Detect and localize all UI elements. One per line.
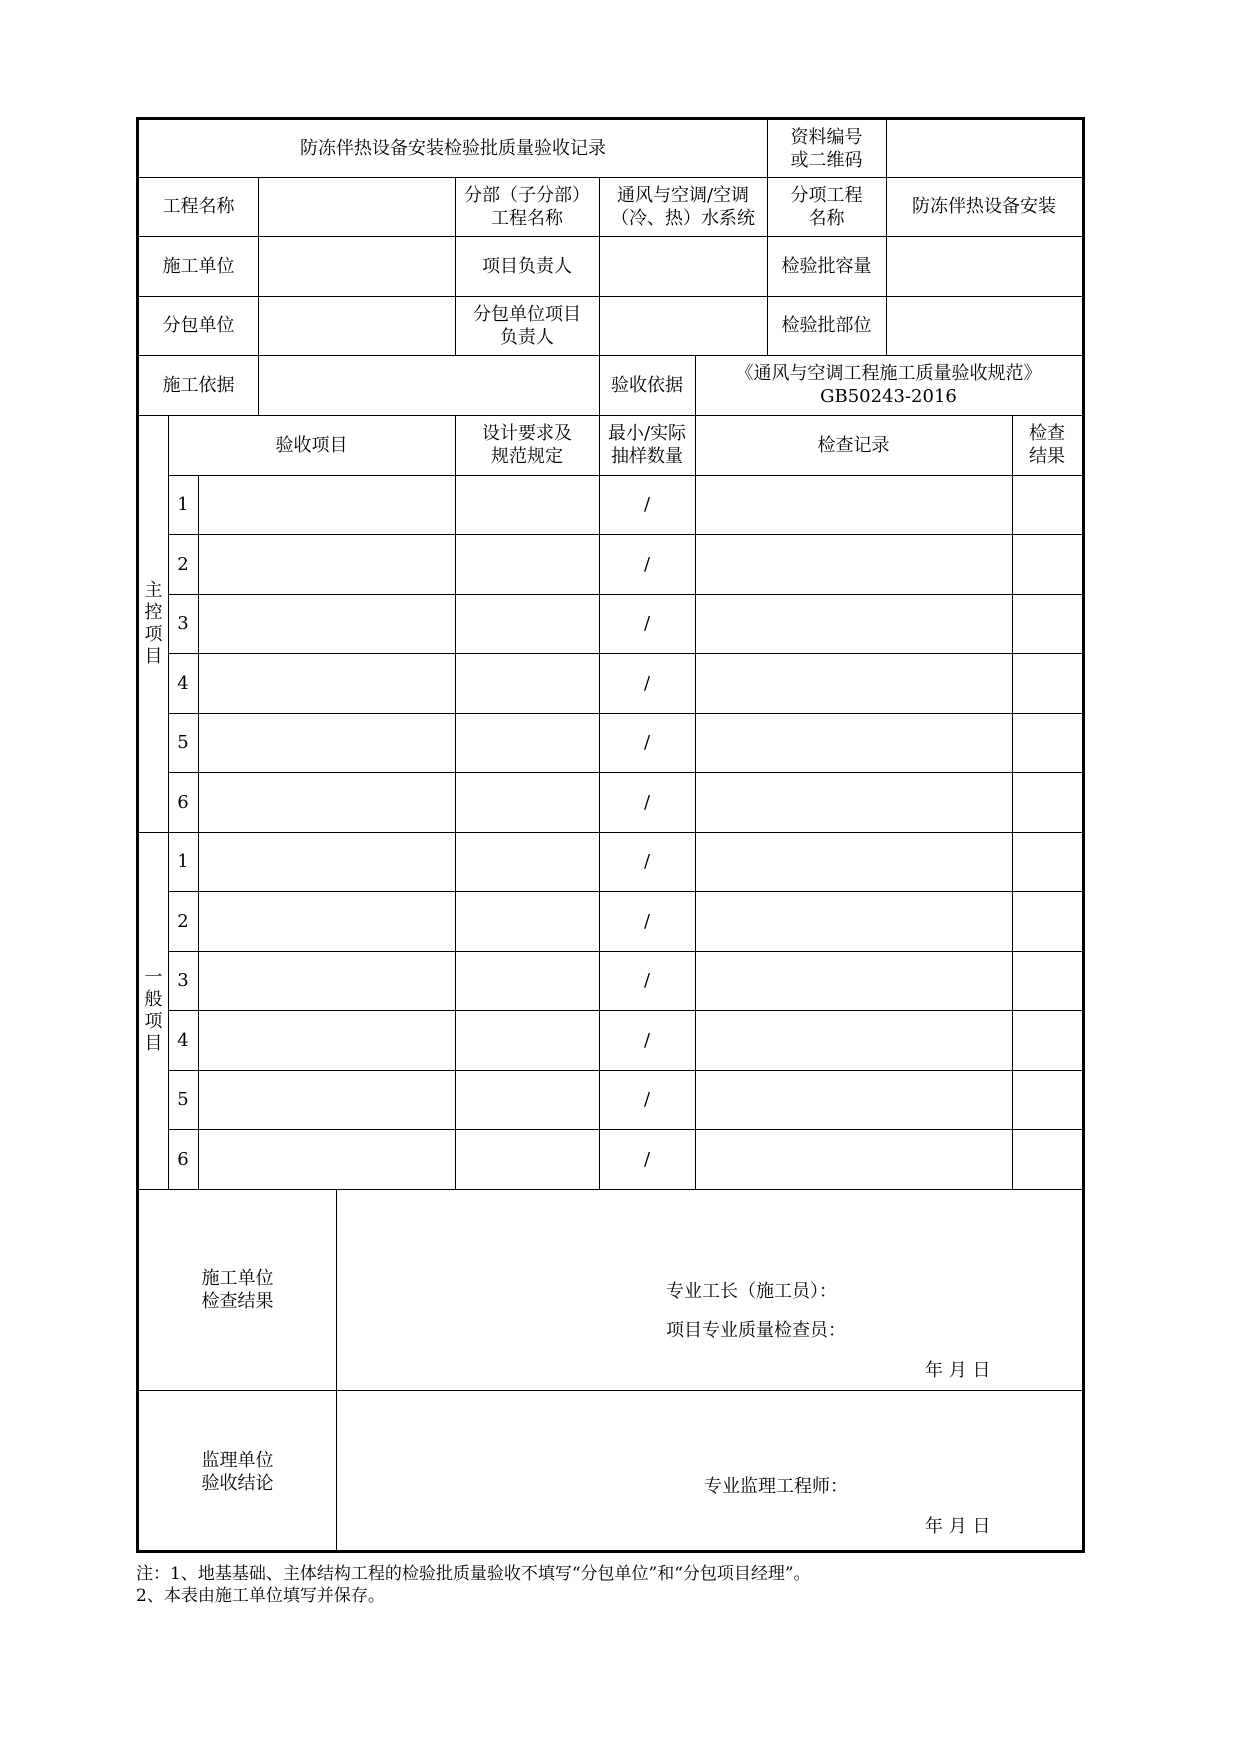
construction-basis-field[interactable]	[258, 355, 599, 415]
general-item-sample[interactable]: /	[643, 910, 651, 932]
doc-number-label: 资料编号 或二维码	[790, 126, 863, 171]
footnote: 注：1、地基基础、主体结构工程的检验批质量验收不填写“分包单位”和“分包项目经理”。	[136, 1564, 811, 1584]
main-item-sample[interactable]: /	[643, 613, 651, 634]
batch-capacity-field[interactable]	[886, 236, 1082, 296]
contractor-label: 施工单位	[162, 255, 235, 277]
doc-number-field[interactable]	[886, 120, 1082, 177]
subcontractor-label: 分包单位	[162, 315, 235, 336]
column-header-item: 验收项目	[275, 434, 348, 456]
category-char: 目	[144, 1032, 163, 1054]
batch-location-label: 检验批部位	[781, 315, 872, 336]
general-item-number: 6	[177, 1148, 189, 1170]
grid-line	[198, 475, 199, 1189]
category-char: 目	[144, 645, 163, 667]
grid-line	[1012, 415, 1013, 1189]
main-item-number: 6	[177, 791, 189, 813]
acceptance-basis-field[interactable]: 《通风与空调工程施工质量验收规范》 GB50243-2016	[735, 363, 1042, 407]
general-item-sample[interactable]: /	[643, 851, 651, 872]
footnote: 2、本表由施工单位填写并保存。	[136, 1586, 385, 1606]
contractor-date: 年 月 日	[925, 1360, 991, 1381]
column-header-result: 检查 结果	[1029, 423, 1065, 467]
general-item-number: 5	[177, 1089, 189, 1110]
contractor-check-label: 施工单位 检查结果	[201, 1267, 274, 1312]
column-header-record: 检查记录	[817, 434, 890, 456]
general-item-number: 1	[177, 851, 189, 872]
grid-line	[695, 415, 696, 1189]
batch-capacity-label: 检验批容量	[781, 255, 872, 277]
form-title: 防冻伴热设备安装检验批质量验收记录	[300, 138, 606, 159]
supervisor-date: 年 月 日	[925, 1516, 991, 1537]
column-header-design: 设计要求及 规范规定	[482, 423, 572, 467]
main-item-sample[interactable]: /	[643, 791, 651, 813]
subitem-label: 分项工程 名称	[790, 184, 863, 229]
category-char: 控	[144, 601, 163, 623]
category-char: 项	[144, 623, 163, 645]
main-item-number: 2	[177, 553, 189, 575]
project-manager-field[interactable]	[599, 236, 767, 296]
main-item-sample[interactable]: /	[643, 494, 651, 515]
general-item-sample[interactable]: /	[643, 1029, 651, 1051]
supervising-engineer-signature-label: 专业监理工程师：	[704, 1476, 848, 1497]
general-item-number: 4	[177, 1029, 189, 1051]
main-item-sample[interactable]: /	[643, 553, 651, 575]
acceptance-record-form	[136, 117, 1085, 1553]
category-char: 项	[144, 1010, 163, 1032]
foreman-signature-label: 专业工长（施工员）：	[666, 1281, 837, 1302]
sub-manager-label: 分包单位项目 负责人	[473, 303, 581, 348]
subcontractor-field[interactable]	[258, 296, 455, 355]
column-header-sample: 最小/实际 抽样数量	[607, 423, 687, 467]
acceptance-basis-label: 验收依据	[611, 374, 683, 396]
subdivision-field[interactable]: 通风与空调/空调 （冷、热）水系统	[611, 184, 755, 229]
quality-inspector-signature-label: 项目专业质量检查员：	[666, 1320, 846, 1341]
contractor-field[interactable]	[258, 236, 455, 296]
construction-basis-label: 施工依据	[162, 374, 235, 396]
main-item-number: 1	[177, 494, 189, 515]
subitem-field[interactable]: 防冻伴热设备安装	[912, 196, 1056, 217]
sub-manager-field[interactable]	[599, 296, 767, 355]
category-char: 般	[144, 988, 163, 1010]
general-item-number: 3	[177, 970, 189, 991]
project-manager-label: 项目负责人	[482, 255, 572, 277]
main-items-category-label	[139, 415, 168, 832]
project-name-field[interactable]	[258, 177, 455, 236]
main-item-number: 3	[177, 613, 189, 634]
category-char: 一	[144, 966, 163, 988]
category-char: 主	[144, 579, 163, 601]
subdivision-label: 分部（子分部） 工程名称	[464, 184, 590, 229]
main-item-sample[interactable]: /	[643, 672, 651, 694]
general-item-number: 2	[177, 910, 189, 932]
general-items-category-label	[139, 832, 168, 1189]
grid-line	[336, 1189, 337, 1553]
grid-line	[455, 415, 456, 1189]
batch-location-field[interactable]	[886, 296, 1082, 355]
main-item-number: 5	[177, 732, 189, 753]
project-name-label: 工程名称	[162, 196, 235, 217]
general-item-sample[interactable]: /	[643, 970, 651, 991]
general-item-sample[interactable]: /	[643, 1089, 651, 1110]
footnotes	[136, 1563, 811, 1607]
main-item-number: 4	[177, 672, 189, 694]
supervisor-conclusion-label: 监理单位 验收结论	[201, 1449, 274, 1494]
main-item-sample[interactable]: /	[643, 732, 651, 753]
general-item-sample[interactable]: /	[643, 1148, 651, 1170]
